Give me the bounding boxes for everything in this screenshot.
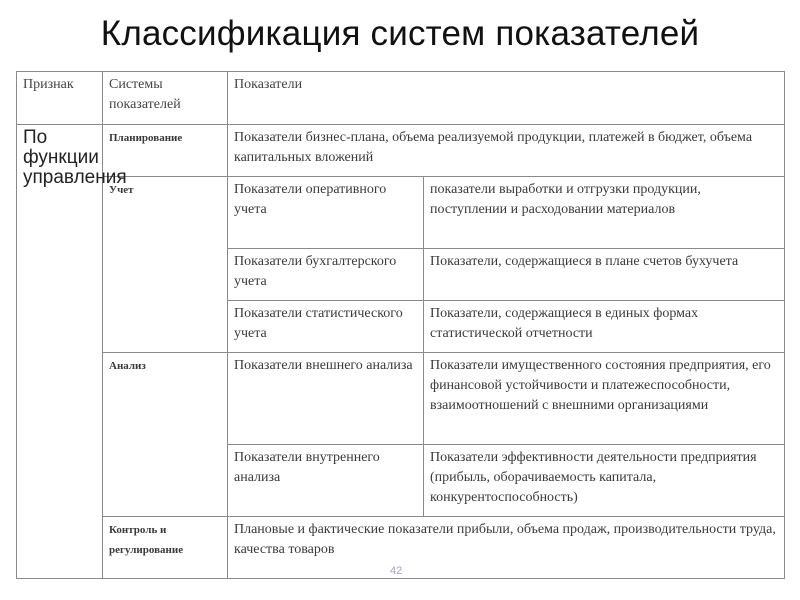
table-row [17,177,785,249]
table-row [17,125,785,177]
indicator-name: Показатели внешнего анализа [228,353,424,445]
indicator-description: Показатели имущественного состояния предприятия, его финансовой устойчивости и платежеспособности, взаимоотношений с внешними организациями [424,353,785,445]
feature-cell: По функции управления [17,125,103,579]
planning-indicators: Показатели бизнес-плана, объема реализуемой продукции, платежей в бюджет, объема капитальных вложений [228,125,785,177]
system-planning: Планирование [103,125,228,177]
indicator-name: Показатели бухгалтерского учета [228,249,424,301]
page-number: 42 [390,565,403,577]
header-indicators: Показатели [228,72,785,125]
control-indicators: Плановые и фактические показатели прибыли, объема продаж, производительности труда, качества товаров [228,517,785,579]
indicator-description: Показатели, содержащиеся в единых формах статистической отчетности [424,301,785,353]
indicator-description: Показатели, содержащиеся в плане счетов бухучета [424,249,785,301]
indicator-name: Показатели статистического учета [228,301,424,353]
classification-table [16,71,785,579]
system-analysis: Анализ [103,353,228,517]
indicator-name: Показатели внутреннего анализа [228,445,424,517]
header-feature: Признак [17,72,103,125]
header-systems: Системы показателей [103,72,228,125]
indicator-description: Показатели эффективности деятельности предприятия (прибыль, оборачиваемость капитала, конкурентоспособность) [424,445,785,517]
system-accounting: Учет [103,177,228,353]
header-row [17,72,785,125]
indicator-description: показатели выработки и отгрузки продукции, поступлении и расходовании материалов [424,177,785,249]
slide-title: Классификация систем показателей [100,14,700,53]
table-row [17,353,785,445]
indicator-name: Показатели оперативного учета [228,177,424,249]
system-control: Контроль и регулирование [103,517,228,579]
